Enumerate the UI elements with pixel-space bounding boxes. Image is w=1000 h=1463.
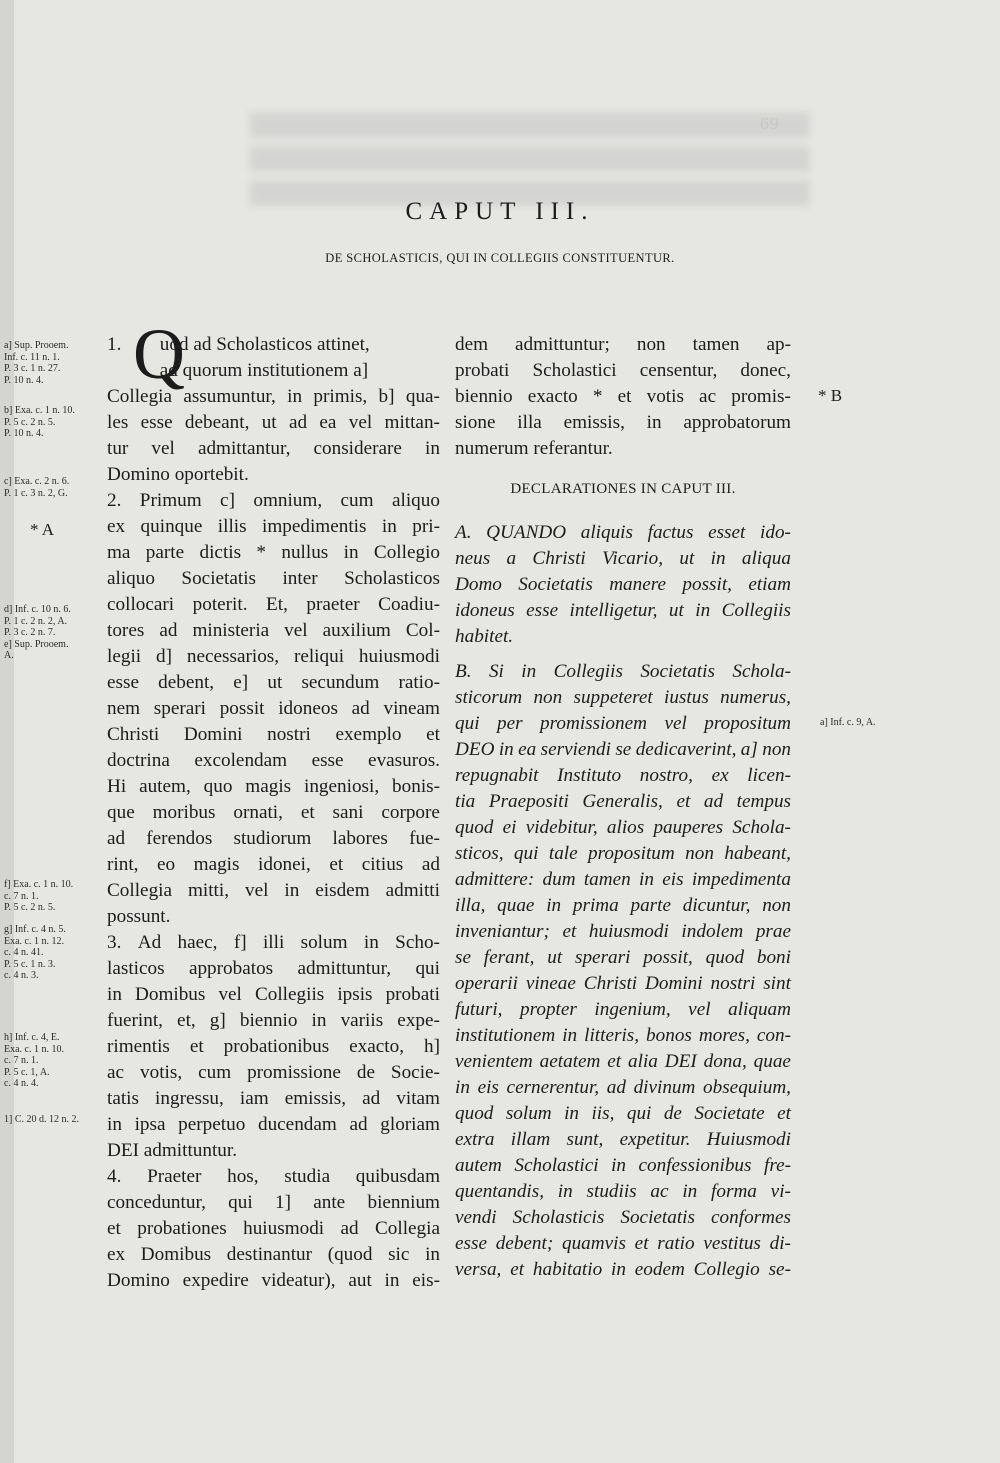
text-line: quod solum in iis, qui de Societate et [455, 1103, 791, 1124]
margin-note-line: P. 3 c. 1 n. 27. [4, 363, 61, 374]
text-line: institutionem in litteris, bonos mores, con- [455, 1025, 791, 1046]
text-line: B. Si in Collegiis Societatis Schola- [455, 661, 791, 682]
text-line: tur vel admittantur, considerare in [107, 438, 440, 459]
margin-note-line: c. 7 n. 1. [4, 1055, 39, 1066]
text-line: quentandis, in studiis ac in forma vi- [455, 1181, 791, 1202]
margin-note-line: Exa. c. 1 n. 10. [4, 1043, 64, 1055]
text-line: idoneus esse intelligetur, ut in Collegiis [455, 600, 791, 621]
text-line: dem admittuntur; non tamen ap- [455, 334, 791, 355]
text-line: Domo Societatis manere possit, etiam [455, 574, 791, 595]
text-line: DEI admittuntur. [107, 1140, 238, 1161]
margin-note [4, 476, 69, 499]
text-line: operarii vineae Christi Domini nostri sint [455, 973, 791, 994]
margin-note [820, 717, 876, 729]
text-line: habitet. [455, 626, 514, 647]
text-line: ad quorum institutionem a] [107, 360, 369, 381]
margin-note-line: A. [4, 650, 14, 661]
text-line: doctrina excolendam esse evasuros. [107, 750, 440, 771]
margin-note [4, 340, 68, 386]
chapter-subtitle: DE SCHOLASTICIS, QUI IN COLLEGIIS CONSTITUENTUR. [325, 251, 675, 265]
margin-note [30, 520, 54, 540]
text-line: Hi autem, quo magis ingeniosi, bonis- [107, 776, 440, 797]
declarations-text [455, 520, 791, 1283]
text-line: esse debent; quamvis et ratio vestitus di- [455, 1233, 791, 1254]
text-line: se ferant, ut sperari possit, quod boni [455, 947, 791, 968]
text-line: A. QUANDO aliquis factus esset ido- [455, 522, 791, 543]
text-line: illa, quae in prima parte dicuntur, non [455, 895, 791, 916]
text-line: Domino expedire videatur), aut in eis- [107, 1270, 440, 1291]
margin-note [4, 604, 71, 662]
text-line: sione illa emissis, in approbatorum [455, 412, 791, 433]
margin-note-line: P. 5 c. 2 n. 5. [4, 416, 56, 428]
margin-note-line: P. 1 c. 2 n. 2, A. [4, 615, 68, 627]
text-line: 4. Praeter hos, studia quibusdam [107, 1166, 440, 1187]
margin-note-line: Exa. c. 1 n. 12. [4, 935, 64, 947]
text-line: qui per promissionem vel propositum [455, 713, 791, 734]
margin-note-line: a] Inf. c. 9, A. [820, 717, 876, 728]
margin-note-line: c] Exa. c. 2 n. 6. [4, 476, 70, 487]
margin-note-line: * A [30, 520, 55, 539]
margin-note-line: c. 4 n. 3. [4, 970, 39, 981]
text-line: ma parte dictis * nullus in Collegio [107, 542, 440, 563]
text-line: les esse debeant, ut ad ea vel mittan- [107, 412, 440, 433]
chapter-title: CAPUT III. [405, 198, 595, 225]
margin-note [4, 1032, 64, 1090]
text-line: DEO in ea serviendi se dedicaverint, a] non [455, 739, 791, 760]
text-line: venientem aetatem et alia DEI dona, quae [455, 1051, 791, 1072]
margin-note-line: g] Inf. c. 4 n. 5. [4, 924, 66, 935]
text-line: possunt. [107, 906, 171, 927]
text-line: Christi Domini nostri exemplo et [107, 724, 440, 745]
text-line: in ipsa perpetuo ducendam ad gloriam [107, 1114, 440, 1135]
text-line: fuerint, et, g] biennio in variis expe- [107, 1010, 440, 1031]
text-line: 1. uod ad Scholasticos attinet, [107, 334, 370, 355]
margin-note-line: d] Inf. c. 10 n. 6. [4, 604, 71, 615]
margin-note [4, 1114, 79, 1126]
text-line: conceduntur, qui 1] ante biennium [107, 1192, 440, 1213]
margin-note [818, 386, 842, 406]
margin-note-line: c. 4 n. 41. [4, 947, 44, 958]
text-line: tia Praepositi Generalis, et ad tempus [455, 791, 791, 812]
margin-note-line: P. 5 c. 2 n. 5. [4, 902, 56, 913]
text-line: lasticos approbatos admittuntur, qui [107, 958, 440, 979]
text-line: numerum referantur. [455, 438, 613, 459]
margin-note-line: P. 1 c. 3 n. 2, G. [4, 487, 68, 499]
text-line: in Domibus vel Collegiis ipsis probati [107, 984, 440, 1005]
text-line: ad ferendos studiorum labores fue- [107, 828, 440, 849]
text-line: autem Scholastici in confessionibus fre- [455, 1155, 791, 1176]
text-line: sticorum non suppeteret iustus numerus, [455, 687, 791, 708]
text-line: que moribus ornati, et sani corpore [107, 802, 440, 823]
text-line: esse debent, e] ut secundum ratio- [107, 672, 440, 693]
margin-note-line: P. 5 c. 1 n. 3. [4, 958, 56, 970]
text-line: admittere: dum tamen in eis impedimenta [455, 869, 791, 890]
text-line: ex quinque illis impedimentis in pri- [107, 516, 440, 537]
text-line: legii d] necessarios, reliqui huiusmodi [107, 646, 440, 667]
text-line: futuri, propter ingenium, vel aliquam [455, 999, 791, 1020]
text-line: versa, et habitatio in eodem Collegio se- [455, 1259, 791, 1280]
text-line: rint, eo magis idonei, et citius ad [107, 854, 440, 875]
right-text-column [455, 332, 791, 1283]
text-line: 3. Ad haec, f] illi solum in Scho- [107, 932, 440, 953]
text-line: collocari poterit. Et, praeter Coadiu- [107, 594, 440, 615]
margin-note-line: f] Exa. c. 1 n. 10. [4, 879, 74, 890]
text-line: in eis cernerentur, ad divinum obsequium, [455, 1077, 791, 1098]
text-line: tores ad ministeria vel auxilium Col- [107, 620, 440, 641]
text-line: ex Domibus destinantur (quod sic in [107, 1244, 440, 1265]
text-line: quod ei videbitur, alios pauperes Schola- [455, 817, 791, 838]
margin-note-line: P. 5 c. 1, A. [4, 1066, 50, 1078]
text-line: rimentis et probationibus exacto, h] [107, 1036, 440, 1057]
margin-note-line: P. 3 c. 2 n. 7. [4, 627, 56, 638]
text-line: nem sperari possit idoneos ad vineam [107, 698, 440, 719]
margin-note-line: h] Inf. c. 4, E. [4, 1032, 60, 1043]
text-line: 2. Primum c] omnium, cum aliquo [107, 490, 440, 511]
right-column-main-text [455, 332, 791, 462]
declarations-heading: DECLARATIONES IN CAPUT III. [510, 481, 736, 497]
text-line: probati Scholastici censentur, donec, [455, 360, 791, 381]
text-line: Collegia mitti, vel in eisdem admitti [107, 880, 440, 901]
text-line: extra illam sunt, expetitur. Huiusmodi [455, 1129, 791, 1150]
margin-note-line: a] Sup. Prooem. [4, 340, 69, 351]
margin-note [4, 405, 75, 440]
text-line: repugnabit Instituto nostro, ex licen- [455, 765, 791, 786]
text-line: inveniantur; et huiusmodi indolem prae [455, 921, 791, 942]
drop-cap: Q [133, 314, 185, 394]
page-number-bleed: 69 [760, 115, 780, 133]
margin-note [4, 879, 73, 914]
text-line: neus a Christi Vicario, ut in aliqua [455, 548, 791, 569]
text-line: aliquo Societatis inter Scholasticos [107, 568, 440, 589]
text-line: tatis ingressu, iam emissis, ad vitam [107, 1088, 440, 1109]
text-line: ac votis, cum promissione de Socie- [107, 1062, 440, 1083]
margin-note-line: P. 10 n. 4. [4, 428, 44, 439]
text-line: Collegia assumuntur, in primis, b] qua- [107, 386, 440, 407]
margin-note [4, 924, 66, 982]
text-line: sticos, qui tale propositum non habeant, [455, 843, 791, 864]
margin-note-line: 1] C. 20 d. 12 n. 2. [4, 1114, 79, 1125]
text-line: et probationes huiusmodi ad Collegia [107, 1218, 440, 1239]
margin-note-line: c. 7 n. 1. [4, 890, 39, 902]
margin-note-line: c. 4 n. 4. [4, 1078, 39, 1089]
margin-note-line: * B [818, 386, 843, 405]
margin-note-line: b] Exa. c. 1 n. 10. [4, 405, 75, 416]
text-line: Domino oportebit. [107, 464, 249, 485]
text-line: vendi Scholasticis Societatis conformes [455, 1207, 791, 1228]
margin-note-line: Inf. c. 11 n. 1. [4, 351, 60, 363]
left-text-column [107, 332, 440, 1294]
text-line: biennio exacto * et votis ac promis- [455, 386, 791, 407]
margin-note-line: P. 10 n. 4. [4, 374, 44, 386]
margin-note-line: e] Sup. Prooem. [4, 638, 69, 650]
